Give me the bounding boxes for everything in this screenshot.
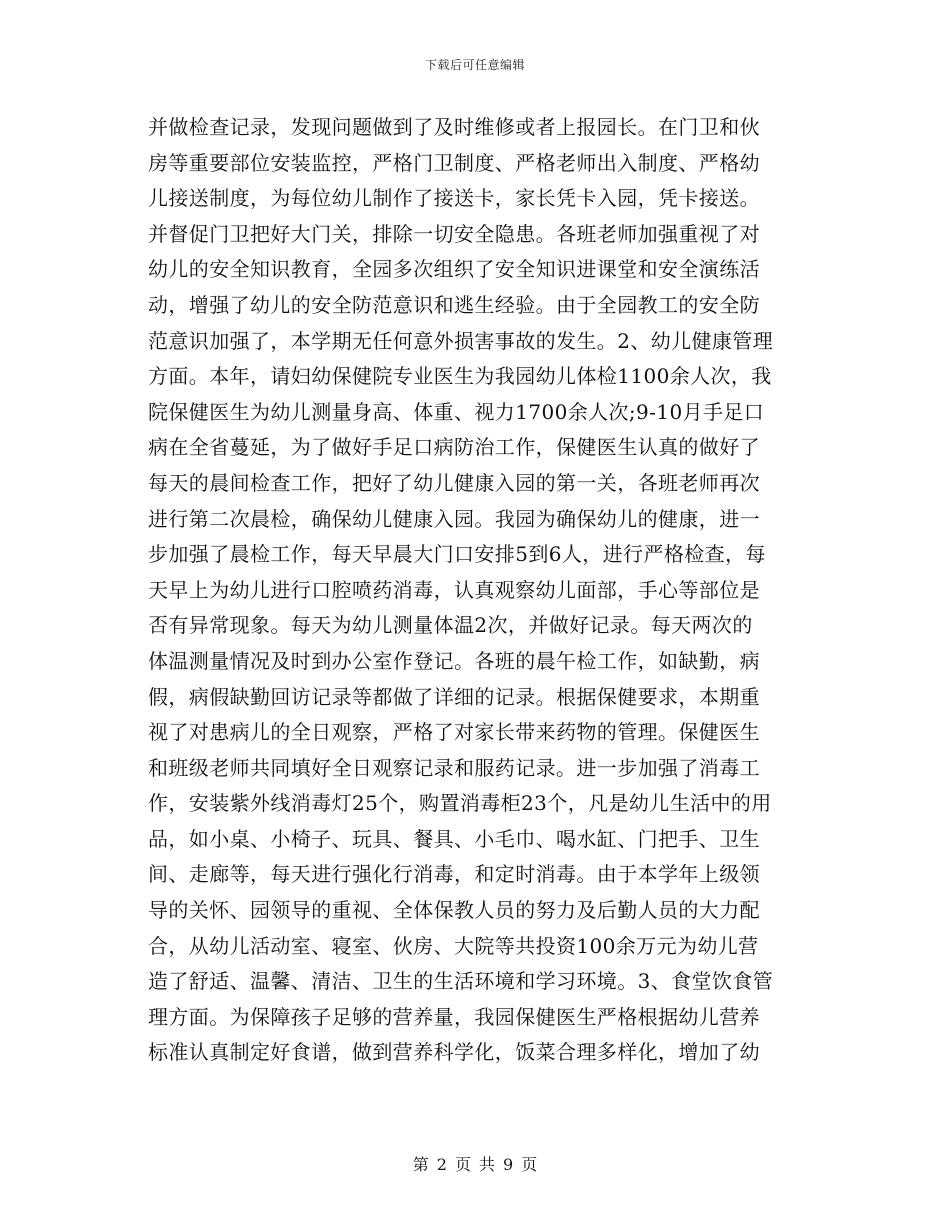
text-line: 合，从幼儿活动室、寝室、伙房、大院等共投资100余万元为幼儿营 [148,933,759,958]
text-line: 儿接送制度，为每位幼儿制作了接送卡，家长凭卡入园，凭卡接送。 [148,186,760,211]
text-line: 进行第二次晨检，确保幼儿健康入园。我园为确保幼儿的健康，进一 [148,506,760,531]
text-line: 造了舒适、温馨、清洁、卫生的生活环境和学习环境。3、食堂饮食管 [148,969,774,994]
text-line: 视了对患病儿的全日观察，严格了对家长带来药物的管理。保健医生 [148,720,760,745]
current-page-number: 2 [436,1155,447,1174]
text-line: 和班级老师共同填好全日观察记录和服药记录。进一步加强了消毒工 [148,755,760,780]
text-line: 天早上为幼儿进行口腔喷药消毒，认真观察幼儿面部，手心等部位是 [148,577,760,602]
text-line: 动，增强了幼儿的安全防范意识和逃生经验。由于全园教工的安全防 [148,292,760,317]
text-line: 否有异常现象。每天为幼儿测量体温2次，并做好记录。每天两次的 [148,613,753,638]
text-line: 院保健医生为幼儿测量身高、体重、视力1700余人次;9-10月手足口 [148,399,765,424]
text-line: 幼儿的安全知识教育，全园多次组织了安全知识进课堂和安全演练活 [148,257,760,282]
text-line: 作，安装紫外线消毒灯25个，购置消毒柜23个，凡是幼儿生活中的用 [148,791,772,816]
text-line: 房等重要部位安装监控，严格门卫制度、严格老师出入制度、严格幼 [148,150,760,175]
text-line: 并督促门卫把好大门关，排除一切安全隐患。各班老师加强重视了对 [148,221,760,246]
text-line: 体温测量情况及时到办公室作登记。各班的晨午检工作，如缺勤，病 [148,648,760,673]
text-line: 假，病假缺勤回访记录等都做了详细的记录。根据保健要求，本期重 [148,684,760,709]
text-line: 标准认真制定好食谱，做到营养科学化，饭菜合理多样化，增加了幼 [148,1040,760,1065]
text-line: 品，如小桌、小椅子、玩具、餐具、小毛巾、喝水缸、门把手、卫生 [148,826,760,851]
page-footer [0,1152,950,1175]
footer-prefix: 第 [412,1155,429,1174]
footer-suffix: 页 [521,1155,538,1174]
text-line: 并做检查记录，发现问题做到了及时维修或者上报园长。在门卫和伙 [148,115,760,139]
text-line: 间、走廊等，每天进行强化行消毒，和定时消毒。由于本学年上级领 [148,862,760,887]
total-pages-number: 9 [503,1155,514,1174]
body-text [148,110,808,1071]
text-line: 理方面。为保障孩子足够的营养量，我园保健医生严格根据幼儿营养 [148,1004,760,1029]
footer-page-word: 页 [454,1155,471,1174]
footer-total-word: 共 [479,1155,496,1174]
text-line: 步加强了晨检工作，每天早晨大门口安排5到6人，进行严格检查，每 [148,542,766,567]
text-line: 每天的晨间检查工作，把好了幼儿健康入园的第一关，各班老师再次 [148,470,760,495]
header-note: 下载后可任意编辑 [424,58,525,72]
text-line: 范意识加强了，本学期无任何意外损害事故的发生。2、幼儿健康管理 [148,328,774,353]
text-line: 导的关怀、园领导的重视、全体保教人员的努力及后勤人员的大力配 [148,898,760,923]
text-line: 病在全省蔓延，为了做好手足口病防治工作，保健医生认真的做好了 [148,435,760,460]
text-line: 方面。本年，请妇幼保健院专业医生为我园幼儿体检1100余人次，我 [148,364,772,389]
